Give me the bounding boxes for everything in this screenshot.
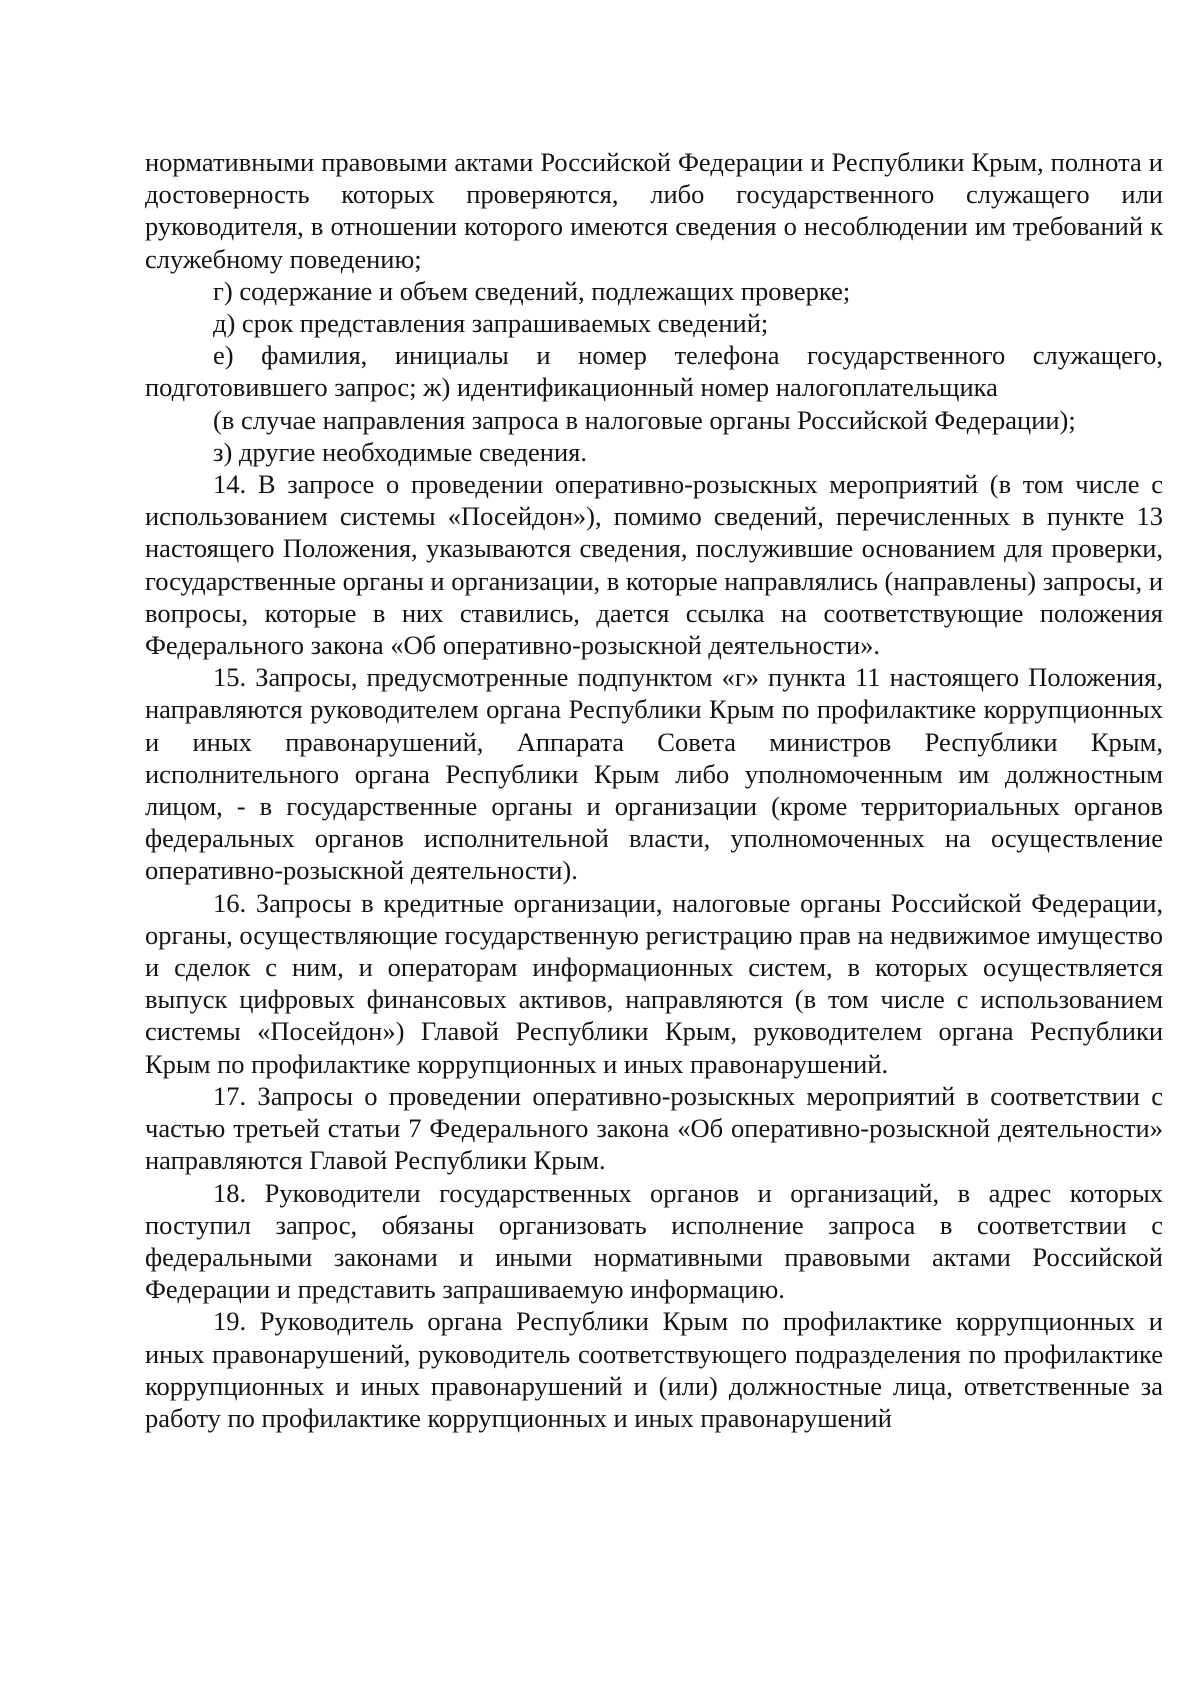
paragraph-item-zh-continued: (в случае направления запроса в налоговые органы Российской Федерации);: [213, 404, 1076, 435]
paragraph-14: 14. В запросе о проведении оперативно-розыскных мероприятий (в том числе с использованием системы «Посейдон»), помимо сведений, перечисленных в пункте 13 настоящего Положения, указываются сведения, послужившие основанием для проверки, государственные органы и организации, в которые направлялись (направлены) запросы, и вопросы, которые в них ставились, дается ссылка на соответствующие положения Федерального закона «Об оперативно-розыскной деятельности».: [145, 469, 1163, 661]
paragraph-18: 18. Руководители государственных органов и организаций, в адрес которых поступил запрос, обязаны организовать исполнение запроса в соответствии с федеральными законами и иными нормативными правовыми актами Российской Федерации и представить запрашиваемую информацию.: [145, 1177, 1163, 1305]
paragraph-item-d: д) срок представления запрашиваемых сведений;: [213, 308, 769, 339]
paragraph-16: 16. Запросы в кредитные организации, налоговые органы Российской Федерации, органы, осуществляющие государственную регистрацию прав на недвижимое имущество и сделок с ним, и операторам информационных систем, в которых осуществляется выпуск цифровых финансовых активов, направляются (в том числе с использованием системы «Посейдон») Главой Республики Крым, руководителем органа Республики Крым по профилактике коррупционных и иных правонарушений.: [145, 887, 1163, 1079]
paragraph-intro: нормативными правовыми актами Российской Федерации и Республики Крым, полнота и достоверность которых проверяются, либо государственного служащего или руководителя, в отношении которого имеются сведения о несоблюдении им требований к служебному поведению;: [145, 147, 1163, 274]
paragraph-item-e: е) фамилия, инициалы и номер телефона государственного служащего, подготовившего запрос; ж) идентификационный номер налогоплательщика: [145, 340, 1163, 403]
paragraph-item-g: г) содержание и объем сведений, подлежащих проверке;: [213, 275, 851, 306]
paragraph-19: 19. Руководитель органа Республики Крым по профилактике коррупционных и иных правонарушений, руководитель соответствующего подразделения по профилактике коррупционных и иных правонарушений и (или) должностные лица, ответственные за работу по профилактике коррупционных и иных правонарушений: [145, 1306, 1163, 1433]
paragraph-15: 15. Запросы, предусмотренные подпунктом «г» пункта 11 настоящего Положения, направляются руководителем органа Республики Крым по профилактике коррупционных и иных правонарушений, Аппарата Совета министров Республики Крым, исполнительного органа Республики Крым либо уполномоченным им должностным лицом, - в государственные органы и организации (кроме территориальных органов федеральных органов исполнительной власти, уполномоченных на осуществление оперативно-розыскной деятельности).: [145, 662, 1163, 886]
paragraph-item-z: з) другие необходимые сведения.: [213, 436, 587, 467]
paragraph-17: 17. Запросы о проведении оперативно-розыскных мероприятий в соответствии с частью третьей статьи 7 Федерального закона «Об оперативно-розыскной деятельности» направляются Главой Республики Крым.: [145, 1080, 1163, 1176]
document-body: [145, 146, 1163, 1434]
